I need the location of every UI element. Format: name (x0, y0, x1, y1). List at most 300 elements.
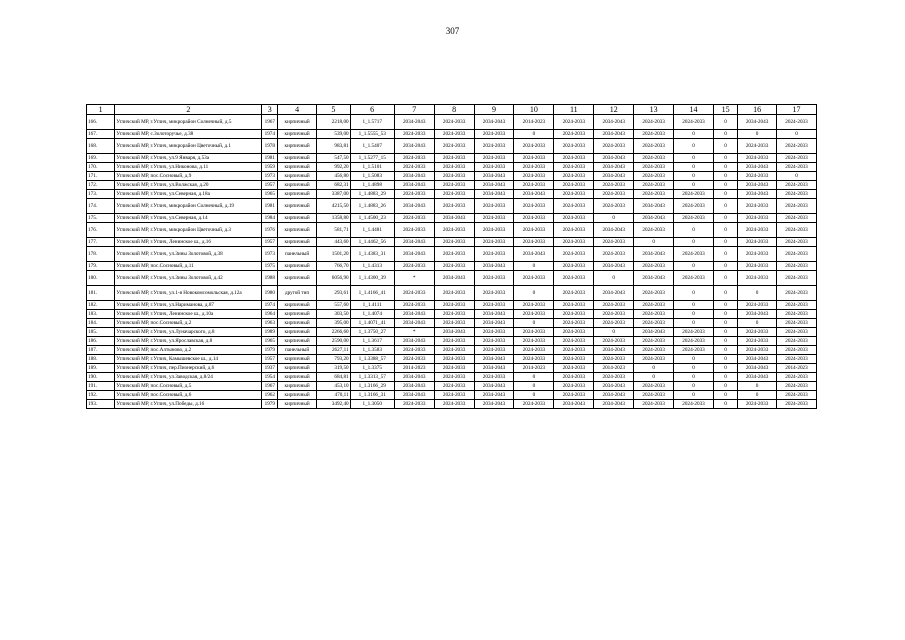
table-cell: 1984 (262, 214, 278, 223)
table-cell: 2034-2043 (394, 238, 434, 247)
table-cell: 2024-2033 (474, 346, 514, 355)
table-cell: 2024-2033 (594, 247, 634, 262)
table-cell: 2034-2043 (474, 190, 514, 199)
table-cell: 2024-2033 (514, 400, 554, 409)
table-cell: 180. (87, 271, 115, 286)
table-cell: Угличский МР, г.Углич, ул.9 Января, д.53а (115, 154, 262, 163)
table-cell: 1_1.5407 (350, 139, 394, 154)
table-cell: 2034-2043 (474, 115, 514, 130)
table-cell: 2024-2033 (434, 172, 474, 181)
table-cell: 2024-2033 (594, 139, 634, 154)
table-cell: 174. (87, 199, 115, 214)
table-cell: кирпичный (278, 181, 317, 190)
table-cell: 2024-2033 (777, 139, 817, 154)
table-cell: 2627,11 (317, 346, 351, 355)
table-cell: Угличский МР, пос.Сосновый, д.9 (115, 172, 262, 181)
table-cell: 2024-2033 (738, 328, 777, 337)
table-cell: 2024-2033 (738, 223, 777, 238)
table-row (87, 115, 817, 130)
table-cell: 2024-2033 (594, 181, 634, 190)
table-cell: 1_1.5717 (350, 115, 394, 130)
table-cell: 1_1.4074 (350, 310, 394, 319)
table-cell: 0 (713, 172, 737, 181)
table-cell: 682,31 (317, 181, 351, 190)
table-row (87, 181, 817, 190)
table-cell: 2024-2033 (777, 382, 817, 391)
table-cell: 2218,00 (317, 115, 351, 130)
table-cell: 0 (674, 286, 714, 301)
table-row (87, 310, 817, 319)
table-cell: 0 (713, 181, 737, 190)
table-cell: 992,20 (317, 163, 351, 172)
table-cell: Угличский МР, г.Углич, ул.1-я Новокомсомольская, д.12а (115, 286, 262, 301)
table-cell: 0 (674, 154, 714, 163)
table-cell: 1_1.3166_31 (350, 391, 394, 400)
table-cell: 2024-2033 (554, 163, 594, 172)
table-cell: 1957 (262, 355, 278, 364)
table-cell: Угличский МР, г.Углич, ул.Луначарского, д.8 (115, 328, 262, 337)
table-row (87, 286, 817, 301)
table-cell: 2024-2033 (777, 337, 817, 346)
table-cell: 1_1.3388_57 (350, 355, 394, 364)
table-cell: Угличский МР, г.Углич, пер.Пионерский, д.6 (115, 364, 262, 373)
table-cell: 173. (87, 190, 115, 199)
table-cell: кирпичный (278, 172, 317, 181)
table-cell: 2024-2033 (777, 115, 817, 130)
table-cell: кирпичный (278, 115, 317, 130)
table-cell: 2266,60 (317, 328, 351, 337)
table-cell: 0 (594, 328, 634, 337)
table-cell: 2024-2033 (474, 301, 514, 310)
table-cell: кирпичный (278, 373, 317, 382)
table-cell: 0 (738, 319, 777, 328)
table-cell: кирпичный (278, 214, 317, 223)
table-cell: 557,60 (317, 301, 351, 310)
table-cell: 2024-2033 (434, 130, 474, 139)
table-cell: Угличский МР, пос.Сосновый, д.2 (115, 319, 262, 328)
table-cell: 2024-2033 (554, 199, 594, 214)
table-cell: 1965 (262, 190, 278, 199)
table-cell: 2024-2033 (434, 382, 474, 391)
table-cell: 0 (713, 262, 737, 271)
table-cell: Угличский МР, г.Углич, ул.Зины Золотовой, д.42 (115, 271, 262, 286)
table-cell: 2024-2033 (474, 199, 514, 214)
table-cell: Угличский МР, г.Углич, ул.Северная, д.18а (115, 190, 262, 199)
table-cell: 2024-2033 (777, 328, 817, 337)
table-cell: кирпичный (278, 337, 317, 346)
table-cell: 2034-2043 (474, 172, 514, 181)
table-cell: 2034-2043 (738, 163, 777, 172)
table-body (87, 115, 817, 409)
column-header: 9 (474, 105, 514, 115)
table-cell: кирпичный (278, 154, 317, 163)
table-cell: 2024-2033 (554, 181, 594, 190)
table-cell: 2024-2033 (777, 346, 817, 355)
table-cell: 2034-2043 (394, 382, 434, 391)
table-cell: 1976 (262, 223, 278, 238)
table-cell: 2024-2033 (554, 130, 594, 139)
table-cell: 2024-2033 (738, 238, 777, 247)
table-cell: 2024-2033 (434, 400, 474, 409)
table-cell: 2024-2033 (738, 139, 777, 154)
table-cell: 2024-2033 (434, 373, 474, 382)
table-cell: 1967 (262, 382, 278, 391)
table-cell: 1978 (262, 139, 278, 154)
table-cell: 2024-2033 (674, 337, 714, 346)
table-cell: 2034-2043 (434, 328, 474, 337)
table-cell: 2024-2033 (777, 355, 817, 364)
table-cell: 2024-2033 (554, 382, 594, 391)
table-cell: 0 (514, 286, 554, 301)
table-cell: 2024-2033 (738, 346, 777, 355)
page-number: 307 (445, 26, 460, 36)
table-cell: 2024-2033 (434, 364, 474, 373)
table-cell: 0 (634, 238, 674, 247)
table-row (87, 247, 817, 262)
table-cell: 2034-2043 (514, 190, 554, 199)
table-cell: 453,10 (317, 382, 351, 391)
table-cell: кирпичный (278, 223, 317, 238)
table-cell: 172. (87, 181, 115, 190)
table-cell: 2014-2023 (514, 115, 554, 130)
table-cell: 0 (738, 382, 777, 391)
table-cell: 2034-2043 (634, 247, 674, 262)
table-cell: 1_1.5277_15 (350, 154, 394, 163)
table-cell: 2024-2033 (514, 346, 554, 355)
table-cell: 2024-2033 (634, 181, 674, 190)
table-row (87, 400, 817, 409)
table-cell: 2024-2033 (394, 223, 434, 238)
table-cell: 684,81 (317, 373, 351, 382)
table-cell: 0 (594, 271, 634, 286)
table-cell: 2034-2043 (594, 382, 634, 391)
table-cell: 0 (514, 262, 554, 271)
table-cell: 2034-2043 (738, 364, 777, 373)
table-cell: 1974 (262, 130, 278, 139)
table-cell: кирпичный (278, 271, 317, 286)
table-cell: 2024-2033 (674, 190, 714, 199)
table-cell: 2024-2033 (514, 271, 554, 286)
table-cell: 2024-2033 (554, 223, 594, 238)
table-cell: 2024-2033 (434, 223, 474, 238)
table-cell: 0 (777, 172, 817, 181)
table-cell: Угличский МР, г.Углич, ул.Победы, д.16 (115, 400, 262, 409)
table-cell: 2024-2033 (554, 355, 594, 364)
table-cell: 2024-2033 (434, 319, 474, 328)
table-cell: 6056,90 (317, 271, 351, 286)
table-cell: 0 (738, 391, 777, 400)
table-cell: 1501,20 (317, 247, 351, 262)
column-header: 13 (634, 105, 674, 115)
table-cell: 1973 (262, 172, 278, 181)
table-cell: 2024-2033 (554, 301, 594, 310)
table-cell: 2024-2033 (674, 199, 714, 214)
table-cell: 2034-2043 (394, 181, 434, 190)
table-row (87, 199, 817, 214)
table-cell: * (394, 271, 434, 286)
table-row (87, 355, 817, 364)
table-cell: 2024-2033 (634, 172, 674, 181)
table-cell: 2024-2033 (474, 337, 514, 346)
table-cell: 168. (87, 139, 115, 154)
table-cell: 2024-2033 (777, 238, 817, 247)
table-cell: 0 (713, 163, 737, 172)
table-cell: 183. (87, 310, 115, 319)
table-cell: 2034-2043 (474, 181, 514, 190)
table-cell: 2024-2033 (554, 286, 594, 301)
table-cell: кирпичный (278, 163, 317, 172)
table-cell: кирпичный (278, 328, 317, 337)
table-cell: 169. (87, 154, 115, 163)
table-cell: 0 (713, 286, 737, 301)
table-cell: 184. (87, 319, 115, 328)
table-cell: 2034-2043 (394, 247, 434, 262)
table-cell: 2024-2033 (514, 328, 554, 337)
table-cell: 1_1.3617 (350, 337, 394, 346)
table-cell: 0 (674, 373, 714, 382)
column-header: 4 (278, 105, 317, 115)
table-cell: 0 (713, 139, 737, 154)
table-cell: 0 (713, 271, 737, 286)
table-cell: 2034-2043 (474, 262, 514, 271)
table-cell: 0 (713, 247, 737, 262)
table-cell: 2034-2043 (594, 154, 634, 163)
table-cell: 1980 (262, 286, 278, 301)
table-cell: 2024-2033 (777, 199, 817, 214)
column-header: 12 (594, 105, 634, 115)
table-row (87, 328, 817, 337)
table-row (87, 337, 817, 346)
table-cell: кирпичный (278, 400, 317, 409)
table-cell: 0 (674, 181, 714, 190)
table-cell: 2024-2033 (738, 214, 777, 223)
table-cell: 2024-2033 (738, 301, 777, 310)
table-cell: 1_1.3750_27 (350, 328, 394, 337)
table-cell: 1975 (262, 262, 278, 271)
table-cell: 2024-2033 (777, 163, 817, 172)
table-cell: 2024-2033 (434, 262, 474, 271)
table-cell: 2024-2033 (777, 271, 817, 286)
table-cell: 2024-2033 (777, 181, 817, 190)
table-cell: 2024-2033 (634, 223, 674, 238)
table-cell: 1_1.5101 (350, 163, 394, 172)
table-cell: 2024-2033 (434, 154, 474, 163)
table-cell: 0 (713, 319, 737, 328)
table-cell: 0 (713, 238, 737, 247)
table-cell: 2024-2033 (394, 346, 434, 355)
table-cell: 0 (674, 223, 714, 238)
table-cell: 2034-2043 (474, 310, 514, 319)
table-cell: 0 (674, 364, 714, 373)
table-cell: 187. (87, 346, 115, 355)
column-header: 5 (317, 105, 351, 115)
table-row (87, 364, 817, 373)
table-cell: 1_1.4481 (350, 223, 394, 238)
table-cell: 2034-2043 (434, 271, 474, 286)
table-cell: 2024-2033 (394, 355, 434, 364)
table-cell: 2024-2033 (634, 319, 674, 328)
table-cell: 2034-2043 (394, 373, 434, 382)
table-row (87, 301, 817, 310)
table-cell: 0 (674, 262, 714, 271)
table-cell: 443,60 (317, 238, 351, 247)
table-cell: 2024-2033 (738, 154, 777, 163)
table-cell: 0 (634, 373, 674, 382)
table-cell: 2024-2033 (554, 139, 594, 154)
table-cell: 2024-2033 (738, 172, 777, 181)
table-cell: 2024-2033 (674, 328, 714, 337)
housing-registry-table (86, 104, 817, 409)
table-row (87, 163, 817, 172)
table-cell: 2024-2033 (738, 271, 777, 286)
table-cell: кирпичный (278, 199, 317, 214)
table-cell: 189. (87, 364, 115, 373)
table-cell: кирпичный (278, 382, 317, 391)
column-header: 1 (87, 105, 115, 115)
table-cell: 1957 (262, 238, 278, 247)
table-cell: 2024-2033 (594, 310, 634, 319)
table-cell: 176. (87, 223, 115, 238)
table-cell: 2034-2043 (474, 364, 514, 373)
table-cell: 0 (713, 214, 737, 223)
table-cell: 0 (713, 190, 737, 199)
table-cell: Угличский МР, пос.Алтыново, д.2 (115, 346, 262, 355)
table-cell: 2024-2033 (554, 172, 594, 181)
table-cell: 2034-2043 (634, 214, 674, 223)
table-cell: 190. (87, 373, 115, 382)
table-row (87, 319, 817, 328)
table-cell: кирпичный (278, 262, 317, 271)
table-cell: 2034-2043 (474, 319, 514, 328)
table-cell: 0 (713, 346, 737, 355)
table-row (87, 172, 817, 181)
table-cell: 1963 (262, 319, 278, 328)
table-cell: 2034-2043 (394, 139, 434, 154)
table-cell: 2024-2033 (514, 199, 554, 214)
table-row (87, 346, 817, 355)
table-cell: 2024-2033 (514, 337, 554, 346)
table-cell: Угличский МР, пос.Сосновый, д.5 (115, 382, 262, 391)
table-cell: 2024-2033 (514, 310, 554, 319)
table-cell: 319,50 (317, 364, 351, 373)
table-cell: 2024-2033 (394, 400, 434, 409)
table-cell: 1_1.3313_57 (350, 373, 394, 382)
table-row (87, 238, 817, 247)
table-cell: 456,80 (317, 172, 351, 181)
table-cell: 0 (713, 391, 737, 400)
table-cell: 1981 (262, 199, 278, 214)
table-cell: 2024-2033 (777, 391, 817, 400)
table-row (87, 223, 817, 238)
table-cell: 0 (713, 130, 737, 139)
table-row (87, 262, 817, 271)
table-cell: Угличский МР, г.Углич, Ленинское ш., д.10а (115, 310, 262, 319)
table-cell: 2024-2033 (514, 163, 554, 172)
table-cell: 2034-2043 (594, 286, 634, 301)
table-cell: 2024-2033 (554, 319, 594, 328)
table-row (87, 214, 817, 223)
table-cell: кирпичный (278, 391, 317, 400)
table-cell: Угличский МР, г.Углич, ул.Нариманова, д.87 (115, 301, 262, 310)
table-cell: 182. (87, 301, 115, 310)
table-cell: 1_1.4300_39 (350, 271, 394, 286)
table-cell: 2024-2033 (634, 346, 674, 355)
column-header: 2 (115, 105, 262, 115)
table-cell: 2024-2033 (434, 391, 474, 400)
table-cell: 1981 (262, 154, 278, 163)
table-cell: 0 (674, 319, 714, 328)
table-row (87, 190, 817, 199)
table-cell: 1974 (262, 301, 278, 310)
table-cell: 2034-2043 (394, 391, 434, 400)
table-cell: 2034-2043 (594, 172, 634, 181)
table-cell: 1973 (262, 247, 278, 262)
table-cell: 1937 (262, 364, 278, 373)
table-cell: 2034-2043 (474, 382, 514, 391)
table-cell: 2024-2033 (554, 310, 594, 319)
table-cell: 179. (87, 262, 115, 271)
table-cell: 1959 (262, 163, 278, 172)
table-cell: кирпичный (278, 130, 317, 139)
table-cell: 2024-2033 (514, 139, 554, 154)
table-cell: 2024-2033 (434, 190, 474, 199)
table-cell: 2024-2033 (434, 337, 474, 346)
table-cell: Угличский МР, г.Углич, ул.Зины Золотовой, д.38 (115, 247, 262, 262)
table-cell: 0 (713, 364, 737, 373)
table-cell: 2034-2043 (594, 346, 634, 355)
table-cell: 2024-2033 (777, 301, 817, 310)
table-cell: 395,00 (317, 319, 351, 328)
table-cell: 2024-2033 (554, 190, 594, 199)
table-cell: Угличский МР, г.Углич, ул.Заводская, д.8/24 (115, 373, 262, 382)
table-cell: 2024-2033 (474, 286, 514, 301)
table-cell: 167. (87, 130, 115, 139)
table-cell: 1_1.3583 (350, 346, 394, 355)
table-cell: 2024-2033 (594, 337, 634, 346)
table-cell: 0 (674, 382, 714, 391)
table-cell: 177. (87, 238, 115, 247)
table-cell: 547,50 (317, 154, 351, 163)
table-cell: Угличский МР, г.Углич, ул.Северная, д.14 (115, 214, 262, 223)
table-cell: 2024-2033 (634, 139, 674, 154)
table-cell: 166. (87, 115, 115, 130)
table-cell: 2034-2043 (434, 214, 474, 223)
table-cell: 2034-2043 (634, 199, 674, 214)
table-cell: 0 (514, 373, 554, 382)
table-cell: 2024-2033 (554, 262, 594, 271)
table-cell: кирпичный (278, 310, 317, 319)
table-cell: 0 (713, 382, 737, 391)
table-cell: 2024-2033 (394, 286, 434, 301)
table-row (87, 373, 817, 382)
table-cell: 2024-2033 (554, 346, 594, 355)
table-cell: 186. (87, 337, 115, 346)
table-cell: 303,50 (317, 310, 351, 319)
table-cell: Угличский МР, пос.Сосновый, д.11 (115, 262, 262, 271)
table-cell: кирпичный (278, 301, 317, 310)
table-cell: 1_1.4898 (350, 181, 394, 190)
table-cell: 3387,00 (317, 190, 351, 199)
table-cell: 2024-2033 (594, 373, 634, 382)
column-header: 15 (713, 105, 737, 115)
table-cell: 766,70 (317, 262, 351, 271)
table-cell: кирпичный (278, 238, 317, 247)
table-cell: Угличский МР, пос.Сосновый, д.6 (115, 391, 262, 400)
table-cell: 0 (594, 214, 634, 223)
table-cell: 2034-2043 (738, 181, 777, 190)
table-cell: 2024-2033 (738, 400, 777, 409)
table-cell: 0 (674, 130, 714, 139)
